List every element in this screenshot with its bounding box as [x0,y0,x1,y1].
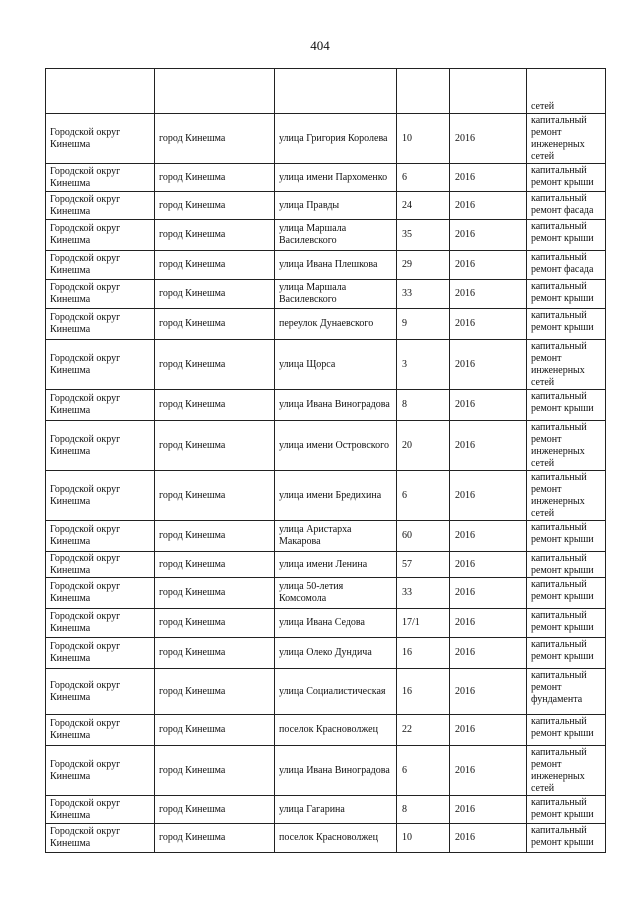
cell-city: город Кинешма [155,280,275,309]
cell-city: город Кинешма [155,340,275,390]
cell-house: 6 [397,164,450,192]
cell-city: город Кинешма [155,578,275,609]
cell-work-type: капитальный ремонт фасада [527,192,606,220]
cell-house: 33 [397,578,450,609]
cell-street: улица Правды [275,192,397,220]
table-row [46,251,606,280]
table-row [46,471,606,521]
cell-city: город Кинешма [155,746,275,796]
cell-house [397,69,450,114]
cell-district: Городской округ Кинешма [46,796,155,824]
table-row [46,220,606,251]
cell-year: 2016 [450,796,527,824]
cell-house: 35 [397,220,450,251]
cell-year: 2016 [450,521,527,552]
cell-street: улица Ивана Виноградова [275,390,397,421]
cell-year: 2016 [450,390,527,421]
table-row [46,340,606,390]
cell-year: 2016 [450,578,527,609]
cell-year: 2016 [450,309,527,340]
cell-year: 2016 [450,746,527,796]
cell-year: 2016 [450,421,527,471]
cell-district: Городской округ Кинешма [46,220,155,251]
cell-district: Городской округ Кинешма [46,824,155,853]
cell-house: 17/1 [397,609,450,638]
table-row [46,609,606,638]
cell-work-type: капитальный ремонт крыши [527,578,606,609]
cell-city: город Кинешма [155,390,275,421]
cell-house: 6 [397,746,450,796]
cell-work-type: капитальный ремонт крыши [527,280,606,309]
cell-district: Городской округ Кинешма [46,340,155,390]
table-row-continued [46,69,606,114]
cell-city: город Кинешма [155,552,275,578]
cell-city: город Кинешма [155,164,275,192]
cell-street: улица Социалистическая [275,669,397,715]
cell-street: улица Ивана Виноградова [275,746,397,796]
cell-work-type: капитальный ремонт крыши [527,164,606,192]
cell-house: 10 [397,114,450,164]
cell-work-type: капитальный ремонт инженерных сетей [527,114,606,164]
cell-district: Городской округ Кинешма [46,309,155,340]
table-row [46,421,606,471]
cell-work-type: сетей [527,69,606,114]
cell-street: улица Аристарха Макарова [275,521,397,552]
table-row [46,192,606,220]
cell-house: 8 [397,390,450,421]
cell-year: 2016 [450,114,527,164]
cell-work-type: капитальный ремонт крыши [527,552,606,578]
cell-city: город Кинешма [155,309,275,340]
cell-street: улица имени Бредихина [275,471,397,521]
cell-work-type: капитальный ремонт крыши [527,521,606,552]
cell-year: 2016 [450,280,527,309]
cell-city: город Кинешма [155,421,275,471]
cell-city: город Кинешма [155,192,275,220]
cell-street [275,69,397,114]
cell-work-type: капитальный ремонт крыши [527,609,606,638]
cell-house: 20 [397,421,450,471]
cell-street: поселок Красноволжец [275,824,397,853]
cell-year: 2016 [450,164,527,192]
cell-street: улица имени Ленина [275,552,397,578]
cell-district: Городской округ Кинешма [46,251,155,280]
cell-work-type: капитальный ремонт инженерных сетей [527,421,606,471]
cell-street: улица Ивана Плешкова [275,251,397,280]
cell-city: город Кинешма [155,669,275,715]
cell-street: улица Щорса [275,340,397,390]
cell-street: улица Олеко Дундича [275,638,397,669]
cell-street: улица Гагарина [275,796,397,824]
cell-district: Городской округ Кинешма [46,552,155,578]
page-number: 404 [310,38,330,53]
cell-city: город Кинешма [155,715,275,746]
cell-house: 29 [397,251,450,280]
cell-city: город Кинешма [155,251,275,280]
table-row [46,521,606,552]
cell-work-type: капитальный ремонт крыши [527,309,606,340]
cell-house: 8 [397,796,450,824]
cell-house: 24 [397,192,450,220]
cell-year: 2016 [450,251,527,280]
table-row [46,578,606,609]
cell-house: 33 [397,280,450,309]
cell-work-type: капитальный ремонт инженерных сетей [527,471,606,521]
cell-year: 2016 [450,824,527,853]
cell-street: улица Маршала Василевского [275,220,397,251]
cell-street: улица Ивана Седова [275,609,397,638]
cell-house: 16 [397,669,450,715]
cell-house: 16 [397,638,450,669]
cell-house: 3 [397,340,450,390]
table-row [46,164,606,192]
cell-city: город Кинешма [155,521,275,552]
cell-city: город Кинешма [155,824,275,853]
table-body [46,69,606,853]
cell-work-type: капитальный ремонт крыши [527,638,606,669]
cell-district: Городской округ Кинешма [46,192,155,220]
table-row [46,309,606,340]
cell-year: 2016 [450,638,527,669]
cell-work-type: капитальный ремонт крыши [527,220,606,251]
cell-work-type: капитальный ремонт инженерных сетей [527,746,606,796]
cell-district: Городской округ Кинешма [46,280,155,309]
table-row [46,280,606,309]
table-row [46,824,606,853]
cell-district [46,69,155,114]
table-row [46,796,606,824]
cell-year [450,69,527,114]
table-row [46,114,606,164]
cell-house: 10 [397,824,450,853]
cell-district: Городской округ Кинешма [46,746,155,796]
cell-district: Городской округ Кинешма [46,609,155,638]
cell-year: 2016 [450,552,527,578]
cell-work-type: капитальный ремонт крыши [527,796,606,824]
cell-work-type: капитальный ремонт фасада [527,251,606,280]
cell-district: Городской округ Кинешма [46,638,155,669]
cell-district: Городской округ Кинешма [46,521,155,552]
cell-work-type: капитальный ремонт инженерных сетей [527,340,606,390]
cell-district: Городской округ Кинешма [46,421,155,471]
cell-work-type: капитальный ремонт крыши [527,390,606,421]
cell-year: 2016 [450,669,527,715]
cell-district: Городской округ Кинешма [46,390,155,421]
cell-house: 57 [397,552,450,578]
cell-district: Городской округ Кинешма [46,164,155,192]
cell-house: 60 [397,521,450,552]
table-row [46,552,606,578]
cell-year: 2016 [450,471,527,521]
cell-city: город Кинешма [155,796,275,824]
table-row [46,390,606,421]
cell-street: улица 50-летия Комсомола [275,578,397,609]
cell-city: город Кинешма [155,114,275,164]
cell-street: улица Григория Королева [275,114,397,164]
cell-house: 9 [397,309,450,340]
cell-street: улица имени Островского [275,421,397,471]
table-row [46,746,606,796]
housing-repair-table [45,68,606,853]
table-row [46,715,606,746]
cell-year: 2016 [450,220,527,251]
cell-district: Городской округ Кинешма [46,471,155,521]
cell-work-type: капитальный ремонт фундамента [527,669,606,715]
cell-city: город Кинешма [155,220,275,251]
cell-city: город Кинешма [155,638,275,669]
cell-street: улица Маршала Василевского [275,280,397,309]
cell-house: 6 [397,471,450,521]
cell-year: 2016 [450,609,527,638]
cell-year: 2016 [450,192,527,220]
cell-year: 2016 [450,340,527,390]
cell-city: город Кинешма [155,609,275,638]
table-row [46,638,606,669]
cell-district: Городской округ Кинешма [46,715,155,746]
cell-street: поселок Красноволжец [275,715,397,746]
cell-work-type: капитальный ремонт крыши [527,715,606,746]
cell-district: Городской округ Кинешма [46,578,155,609]
cell-district: Городской округ Кинешма [46,114,155,164]
cell-street: улица имени Пархоменко [275,164,397,192]
cell-house: 22 [397,715,450,746]
cell-street: переулок Дунаевского [275,309,397,340]
cell-work-type: капитальный ремонт крыши [527,824,606,853]
cell-year: 2016 [450,715,527,746]
table-row [46,669,606,715]
cell-city [155,69,275,114]
cell-city: город Кинешма [155,471,275,521]
cell-district: Городской округ Кинешма [46,669,155,715]
